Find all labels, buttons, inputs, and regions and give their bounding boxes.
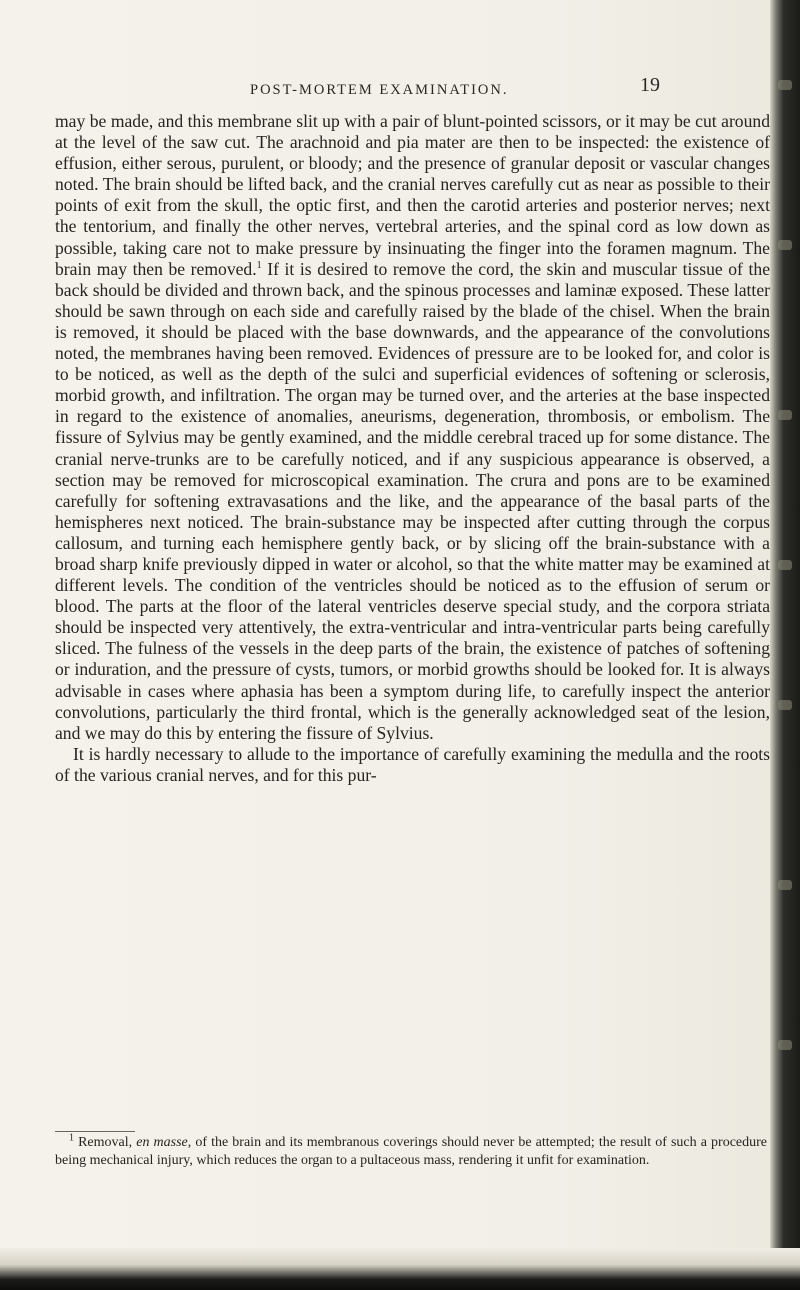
footnote-italic-term: en masse xyxy=(136,1135,188,1150)
spine-mark xyxy=(778,1040,792,1050)
footnote-marker: 1 xyxy=(69,1132,74,1144)
footnote-lead: Removal, xyxy=(74,1135,137,1150)
paragraph xyxy=(55,111,770,744)
spine-mark xyxy=(778,700,792,710)
scan-bottom-edge xyxy=(0,1248,800,1290)
spine-mark xyxy=(778,560,792,570)
spine-mark xyxy=(778,880,792,890)
spine-mark xyxy=(778,80,792,90)
page-number: 19 xyxy=(640,74,660,96)
running-title: POST-MORTEM EXAMINATION. xyxy=(250,82,509,98)
paragraph-text: If it is desired to remove the cord, the skin and muscular tissue of the back should be divided and thrown back, and the spinous processes and laminæ exposed. These latter should be sawn through on each side and carefully raised by the blade of the chisel. When the brain is removed, it should be placed with the base downwards, and the appearance of the convolutions noted, the membranes having been removed. Evidences of pressure are to be looked for, and color is to be noticed, as well as the depth of the sulci and superficial evidences of softening or sclerosis, morbid growth, and infiltration. The organ may be turned over, and the arteries at the base inspected in regard to the existence of anomalies, aneurisms, degeneration, thrombosis, or embolism. The fissure of Sylvius may be gently examined, and the middle cerebral traced up for some distance. The cranial nerve-trunks are to be carefully noticed, and if any suspicious appearance is observed, a section may be removed for microscopical examination. The crura and pons are to be examined carefully for softening extravasations and the like, and the appearance of the basal parts of the hemispheres next noticed. The brain-substance may be inspected after cutting through the corpus callosum, and turning each hemisphere gently back, or by slicing off the brain-substance with a broad sharp knife previously dipped in water or alcohol, so that the white matter may be examined at different levels. The condition of the ventricles should be noticed as to the effusion of serum or blood. The parts at the floor of the lateral ventricles deserve special study, and the corpora striata should be inspected very attentively, the extra-ventricular and intra-ventricular parts being carefully sliced. The fulness of the vessels in the deep parts of the brain, the existence of patches of softening or induration, and the pressure of cysts, tumors, or morbid growths should be looked for. It is always advisable in cases where aphasia has been a symptom during life, to carefully inspect the anterior convolutions, particularly the third frontal, which is the generally acknowledged seat of the lesion, and we may do this by entering the fissure of Sylvius. xyxy=(55,258,770,743)
footnote-reference: 1 xyxy=(256,259,262,271)
paragraph-text: may be made, and this membrane slit up with a pair of blunt-pointed scissors, or it may be cut around at the level of the saw cut. The arachnoid and pia mater are then to be inspected: the existence of effusion, either serous, purulent, or bloody; and the presence of granular deposit or vascular changes noted. The brain should be lifted back, and the cranial nerves carefully cut as near as possible to their points of exit from the skull, the optic first, and then the carotid arteries and posterior nerves; next the tentorium, and finally the other nerves, vertebral arteries, and the spinal cord as low down as possible, taking care not to make pressure by insinuating the finger into the foramen magnum. The brain may then be removed. xyxy=(55,111,770,279)
page-header xyxy=(0,74,770,108)
footnote xyxy=(55,1134,767,1169)
footnote-text: , of the brain and its membranous coverings should never be attempted; the result of such a procedure being mechanical injury, which reduces the organ to a pultaceous mass, rendering it unfit for examination. xyxy=(55,1135,767,1168)
paragraph xyxy=(55,744,770,786)
book-spine-edge xyxy=(770,0,800,1290)
spine-mark xyxy=(778,240,792,250)
footnote-divider xyxy=(55,1131,135,1132)
spine-mark xyxy=(778,410,792,420)
paragraph-text: It is hardly necessary to allude to the importance of carefully examining the medulla and the roots of the various cranial nerves, and for this pur- xyxy=(55,743,770,785)
body-text xyxy=(55,111,770,786)
